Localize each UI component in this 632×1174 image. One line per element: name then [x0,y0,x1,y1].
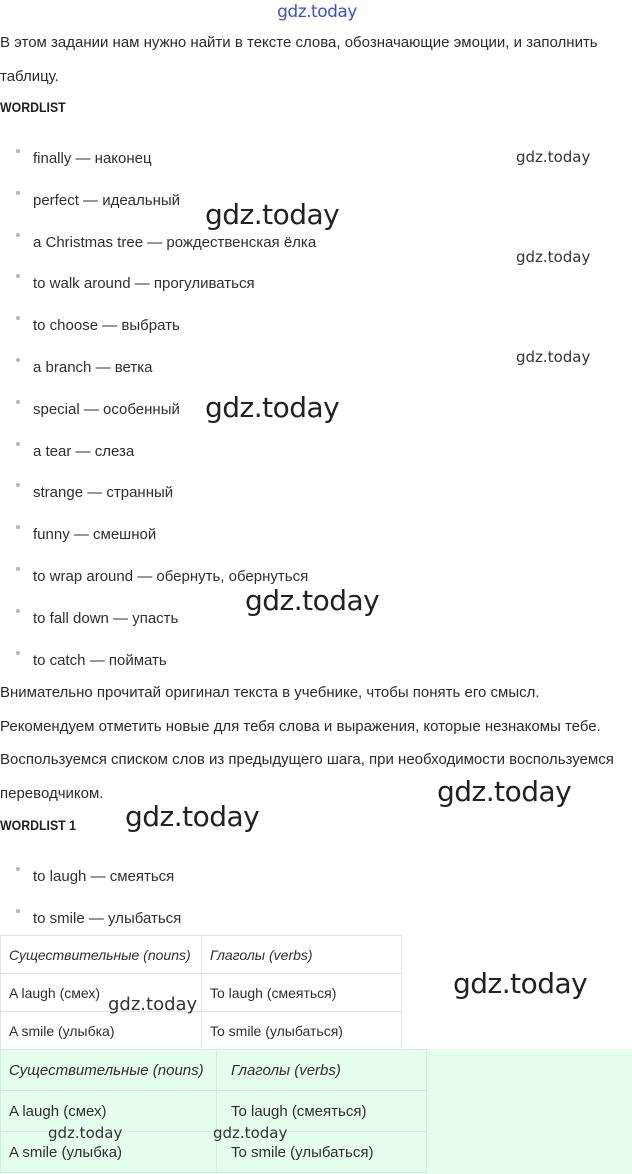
bullet-icon [16,191,20,195]
list-item: a Christmas tree — рождественская ёлка [0,222,600,264]
wordlist1-heading: WORDLIST 1 [0,817,76,833]
table-row [1,974,402,1012]
table-cell: A laugh (смех) [1,1091,217,1132]
watermark: gdz.today [48,1124,123,1142]
bullet-icon [16,867,20,871]
bullet-icon [16,400,20,404]
watermark: gdz.today [205,391,340,424]
wordlist-heading: WORDLIST [0,99,66,115]
header-cell: Глаголы (verbs) [202,936,402,974]
bullet-icon [16,442,20,446]
empty-cell [427,1091,630,1132]
watermark: gdz.today [516,348,591,366]
table-cell: A laugh (смех) [1,974,202,1012]
bullet-icon [16,609,20,613]
table-header-row [1,936,402,974]
list-item: a branch — ветка [0,347,600,389]
list-item: special — особенный [0,389,600,431]
list-item: to fall down — упасть [0,598,600,640]
bullet-icon [16,149,20,153]
answer-table-container [0,1049,632,1174]
intro-paragraph: В этом задании нам нужно найти в тексте слова, обозначающие эмоции, и заполнить таблицу. [0,34,598,85]
watermark: gdz.today [437,775,572,808]
watermark: gdz.today [108,994,198,1015]
header-cell: Существительные (nouns) [1,1050,217,1091]
watermark: gdz.today [245,584,380,617]
list-item: to choose — выбрать [0,305,600,347]
list-item: perfect — идеальный [0,180,600,222]
table-cell: To laugh (смеяться) [202,974,402,1012]
table-nouns-verbs [0,935,402,1050]
empty-cell [427,1050,630,1091]
list-item: strange — странный [0,472,600,514]
table-cell: To smile (улыбаться) [202,1012,402,1050]
wordlist-1 [0,856,600,940]
list-item: to catch — поймать [0,640,600,682]
watermark: gdz.today [453,967,588,1000]
answer-table [0,1049,630,1173]
bullet-icon [16,567,20,571]
header-cell: Глаголы (verbs) [217,1050,427,1091]
bullet-icon [16,358,20,362]
table-row [1,1012,402,1050]
bullet-icon [16,525,20,529]
list-item: to wrap around — обернуть, обернуться [0,556,600,598]
list-item: a tear — слеза [0,431,600,473]
list-item: funny — смешной [0,514,600,556]
table-cell: A smile (улыбка) [1,1132,217,1173]
list-item: to smile — улыбаться [0,898,600,940]
empty-cell [427,1132,630,1173]
table-header-row [1,1050,630,1091]
bullet-icon [16,274,20,278]
instructions-paragraph: Внимательно прочитай оригинал текста в учебнике, чтобы понять его смысл. Рекомендуем отметить новые для тебя слова и выражения, которые незнакомы тебе. Воспользуемся списком слов из предыдущего шага, при необходимости воспользуемся переводчиком. [0,684,614,802]
header-cell: Существительные (nouns) [1,936,202,974]
table-cell: To laugh (смеяться) [217,1091,427,1132]
bullet-icon [16,233,20,237]
table-cell: A smile (улыбка) [1,1012,202,1050]
watermark: gdz.today [516,248,591,266]
bullet-icon [16,316,20,320]
watermark: gdz.today [205,198,340,231]
list-item: to walk around — прогуливаться [0,263,600,305]
list-item: to laugh — смеяться [0,856,600,898]
watermark: gdz.today [516,148,591,166]
bullet-icon [16,909,20,913]
list-item: finally — наконец [0,138,600,180]
bullet-icon [16,483,20,487]
watermark: gdz.today [125,800,260,833]
table-cell: To smile (улыбаться) [217,1132,427,1173]
bullet-icon [16,651,20,655]
watermark: gdz.today [213,1124,288,1142]
top-watermark: gdz.today [277,2,357,22]
